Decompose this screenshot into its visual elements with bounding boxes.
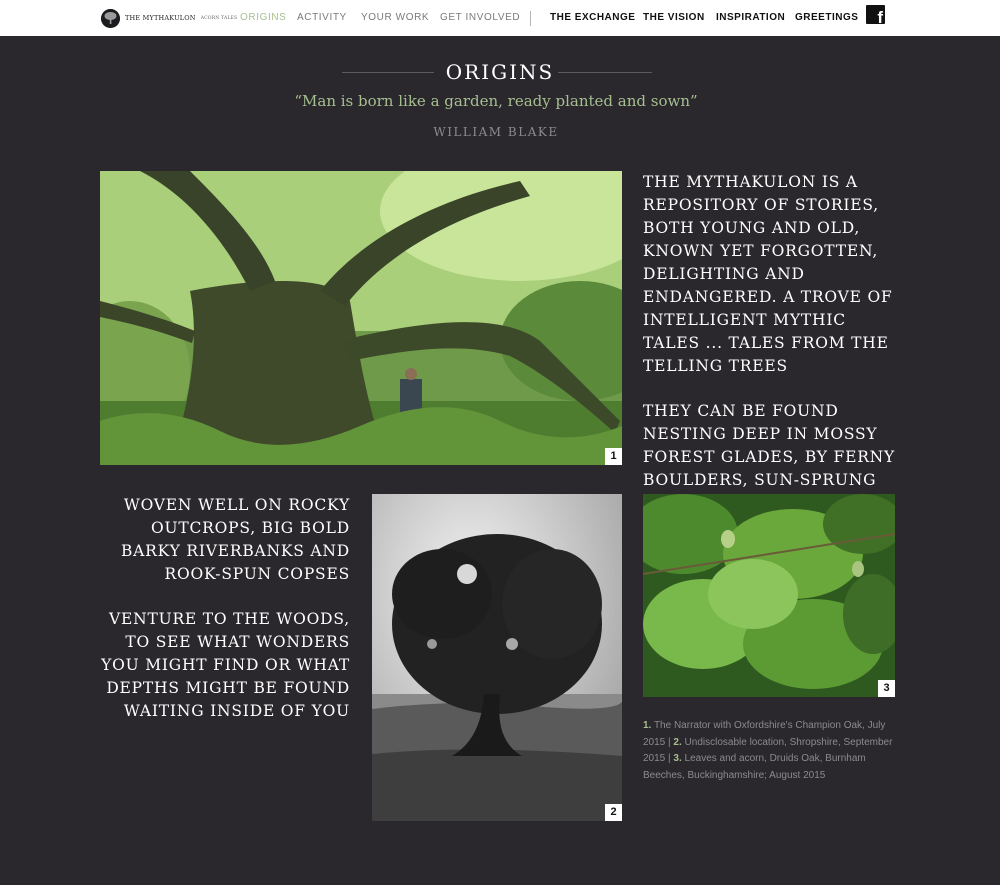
quote: “Man is born like a garden, ready planted and sown” bbox=[294, 92, 698, 110]
woods-paragraph-1: WOVEN WELL ON ROCKY OUTCROPS, BIG BOLD BARKY RIVERBANKS AND ROOK-SPUN COPSES bbox=[120, 496, 350, 583]
top-nav bbox=[0, 0, 1000, 36]
nav-activity[interactable]: ACTIVITY bbox=[297, 12, 347, 23]
nav-your-work[interactable]: YOUR WORK bbox=[361, 12, 430, 23]
photo-captions bbox=[643, 718, 903, 784]
caption-text-1: The Narrator with Oxfordshire's Champion Oak, July 2015 bbox=[643, 720, 886, 748]
nav-origins[interactable]: ORIGINS bbox=[240, 12, 287, 23]
facebook-icon[interactable] bbox=[866, 5, 885, 27]
brand-sub: ACORN TALES bbox=[200, 15, 238, 21]
brand-logo[interactable] bbox=[101, 9, 237, 27]
caption-number-2: 2. bbox=[673, 736, 682, 748]
caption-number-1: 1. bbox=[643, 720, 652, 731]
photo-champion-oak[interactable] bbox=[100, 171, 622, 465]
page-title: ORIGINS bbox=[445, 60, 555, 84]
brand-name: THE MYTHAKULON bbox=[125, 14, 196, 22]
nav-the-exchange[interactable]: THE EXCHANGE bbox=[550, 12, 636, 23]
caption-text-2: Undisclosable location, Shropshire, September 2015 bbox=[643, 736, 893, 764]
photo-number-2: 2 bbox=[605, 804, 622, 821]
photo-number-1: 1 bbox=[605, 448, 622, 465]
nav-inspiration[interactable]: INSPIRATION bbox=[716, 12, 786, 23]
woods-paragraph-2: VENTURE TO THE WOODS, TO SEE WHAT WONDERS YOU MIGHT FIND OR WHAT DEPTHS MIGHT BE FOUND WAITING INSIDE OF YOU bbox=[101, 610, 350, 720]
nav-the-vision[interactable]: THE VISION bbox=[643, 12, 705, 23]
tree-logo-icon bbox=[101, 9, 120, 28]
caption-sep-2: | bbox=[665, 753, 674, 764]
photo-shropshire-tree[interactable] bbox=[372, 494, 622, 821]
facebook-glyph: f bbox=[877, 8, 883, 27]
photo-oak-leaves[interactable] bbox=[643, 494, 895, 697]
woods-text bbox=[100, 494, 350, 745]
caption-number-3: 3. bbox=[673, 753, 682, 764]
caption-sep-1: | bbox=[665, 736, 674, 748]
photo-number-3: 3 bbox=[878, 680, 895, 697]
quote-author: WILLIAM BLAKE bbox=[433, 125, 559, 139]
caption-text-3: Leaves and acorn, Druids Oak, Burnham Beeches, Buckinghamshire; August 2015 bbox=[643, 753, 866, 781]
intro-paragraph-2: THEY CAN BE FOUND NESTING DEEP IN MOSSY FOREST GLADES, BY FERNY BOULDERS, SUN-SPRUNG bbox=[643, 402, 896, 489]
nav-greetings[interactable]: GREETINGS bbox=[795, 12, 859, 23]
intro-paragraph-1: THE MYTHAKULON IS A REPOSITORY OF STORIES, BOTH YOUNG AND OLD, KNOWN YET FORGOTTEN, DELIGHTING AND ENDANGERED. A TROVE OF INTELLIGENT MYTHIC TALES ... TALES FROM THE TELLING TREES bbox=[643, 173, 893, 375]
nav-get-involved[interactable]: GET INVOLVED bbox=[440, 12, 521, 23]
nav-divider bbox=[530, 11, 531, 26]
